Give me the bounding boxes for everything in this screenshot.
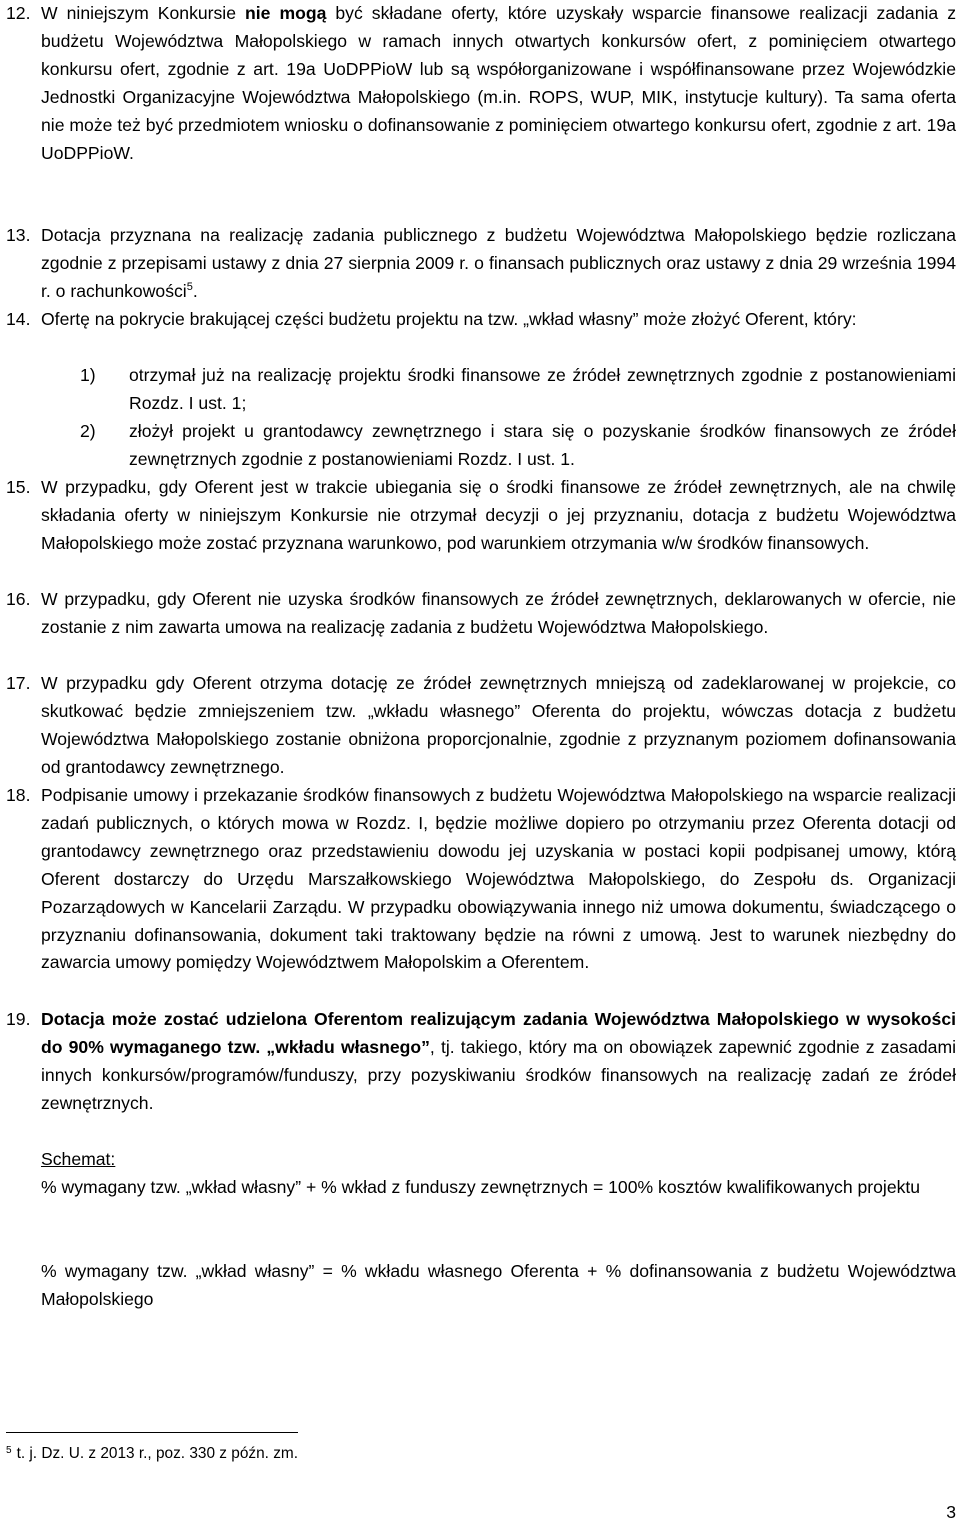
- list-item-12: [6, 0, 956, 167]
- list-item-13: [6, 222, 956, 306]
- footnote: [6, 1443, 298, 1465]
- sub-item-2: [6, 418, 956, 474]
- item-number: 14.: [6, 309, 31, 329]
- list-item-15: [6, 474, 956, 558]
- item-number: 18.: [6, 785, 31, 805]
- item-number: 15.: [6, 477, 31, 497]
- schemat-formula-2: % wymagany tzw. „wkład własny” = % wkładu własnego Oferenta + % dofinansowania z budżetu Województwa Małopolskiego: [41, 1261, 956, 1309]
- list-item-19: [6, 1006, 956, 1118]
- list-item-14: [6, 306, 956, 334]
- list-item-18: [6, 782, 956, 977]
- page-number: 3: [946, 1502, 956, 1522]
- item-text: Dotacja przyznana na realizację zadania publicznego z budżetu Województwa Małopolskiego będzie rozliczana zgodnie z przepisami ustawy z dnia 27 sierpnia 2009 r. o finansach publicznych oraz ustawy z dnia 29 września 1994 r. o rachunkowości$^5$.: [41, 225, 956, 301]
- item-number: 13.: [6, 225, 31, 245]
- sub-item-text: złożył projekt u grantodawcy zewnętrznego i stara się o pozyskanie środków finansowych ze źródeł zewnętrznych zgodnie z postanowieniami Rozdz. I ust. 1.: [129, 421, 956, 469]
- footnote-mark: 5: [6, 1445, 12, 1456]
- item-text: W niniejszym Konkursie nie mogą być składane oferty, które uzyskały wsparcie finansowe realizacji zadania z budżetu Województwa Małopolskiego w ramach innych otwartych konkursów ofert, z pominięciem otwartego konkursu ofert, zgodnie z art. 19a UoDPPioW lub są współorganizowane i współfinansowane przez Wojewódzkie Jednostki Organizacyjne Województwa Małopolskiego (m.in. ROPS, WUP, MIK, instytucje kultury). Ta sama oferta nie może też być przedmiotem wniosku o dofinansowanie z pominięciem otwartego konkursu ofert, zgodnie z art. 19a UoDPPioW.: [41, 3, 956, 163]
- item-number: 19.: [6, 1009, 31, 1029]
- sub-item-text: otrzymał już na realizację projektu środki finansowe ze źródeł zewnętrznych zgodnie z postanowieniami Rozdz. I ust. 1;: [129, 365, 956, 413]
- schemat-formula-1: % wymagany tzw. „wkład własny” + % wkład z funduszy zewnętrznych = 100% kosztów kwalifikowanych projektu: [41, 1177, 921, 1197]
- footnote-reference[interactable]: 5: [186, 280, 193, 293]
- bold-phrase: Dotacja może zostać udzielona Oferentom realizującym zadania Województwa Małopolskiego w wysokości do 90% wymaganego tzw. „wkładu własnego”: [41, 1009, 956, 1057]
- item-number: 17.: [6, 673, 31, 693]
- sub-item-number: 1): [80, 365, 96, 385]
- footnote-separator: [6, 1432, 298, 1433]
- item-text: W przypadku gdy Oferent otrzyma dotację ze źródeł zewnętrznych mniejszą od zadeklarowanej w projekcie, co skutkować będzie zmniejszeniem tzw. „wkładu własnego” Oferenta do projektu, wówczas dotacja z budżetu Województwa Małopolskiego zostanie obniżona proporcjonalnie, zgodnie z przyznanym poziomem dofinansowania od grantodawcy zewnętrznego.: [41, 673, 956, 777]
- sub-item-1: [6, 362, 956, 418]
- footnote-text: t. j. Dz. U. z 2013 r., poz. 330 z późn. zm.: [16, 1445, 298, 1462]
- item-text: Ofertę na pokrycie brakującej części budżetu projektu na tzw. „wkład własny” może złożyć Oferent, który:: [41, 309, 857, 329]
- bold-phrase: nie mogą: [245, 3, 327, 23]
- sub-item-number: 2): [80, 421, 96, 441]
- item-text: Dotacja może zostać udzielona Oferentom realizującym zadania Województwa Małopolskiego w wysokości do 90% wymaganego tzw. „wkładu własnego”, tj. takiego, który ma on obowiązek zapewnić zgodnie z zasadami innych konkursów/programów/funduszy, przy pozyskiwaniu środków finansowych na realizację zadań ze źródeł zewnętrznych.: [41, 1009, 957, 1113]
- list-item-16: [6, 586, 956, 642]
- item-text: W przypadku, gdy Oferent jest w trakcie ubiegania się o środki finansowe ze źródeł zewnętrznych, ale na chwilę składania oferty w niniejszym Konkursie nie otrzymał decyzji o jej przyznaniu, dotacja z budżetu Województwa Małopolskiego może zostać przyznana warunkowo, pod warunkiem otrzymania w/w środków finansowych.: [41, 477, 956, 553]
- item-number: 12.: [6, 3, 31, 23]
- item-number: 16.: [6, 589, 31, 609]
- list-item-17: [6, 670, 956, 782]
- item-text: W przypadku, gdy Oferent nie uzyska środków finansowych ze źródeł zewnętrznych, deklarowanych w ofercie, nie zostanie z nim zawarta umowa na realizację zadania z budżetu Województwa Małopolskiego.: [41, 589, 956, 637]
- item-text: Podpisanie umowy i przekazanie środków finansowych z budżetu Województwa Małopolskiego na wsparcie realizacji zadań publicznych, o których mowa w Rozdz. I, będzie możliwe dopiero po otrzymaniu przez Oferenta dotacji od grantodawcy zewnętrznego oraz przedstawieniu dowodu jej uzyskania w postaci kopii podpisanej umowy, którą Oferent dostarczy do Urzędu Marszałkowskiego Województwa Małopolskiego, do Zespołu ds. Organizacji Pozarządowych w Kancelarii Zarządu. W przypadku obowiązywania innego niż umowa dokumentu, świadczącego o przyznaniu dofinansowania, dokument taki traktowany będzie na równi z umową. Jest to warunek niezbędny do zawarcia umowy pomiędzy Województwem Małopolskim a Oferentem.: [41, 785, 956, 973]
- schemat-heading: Schemat:: [41, 1149, 116, 1169]
